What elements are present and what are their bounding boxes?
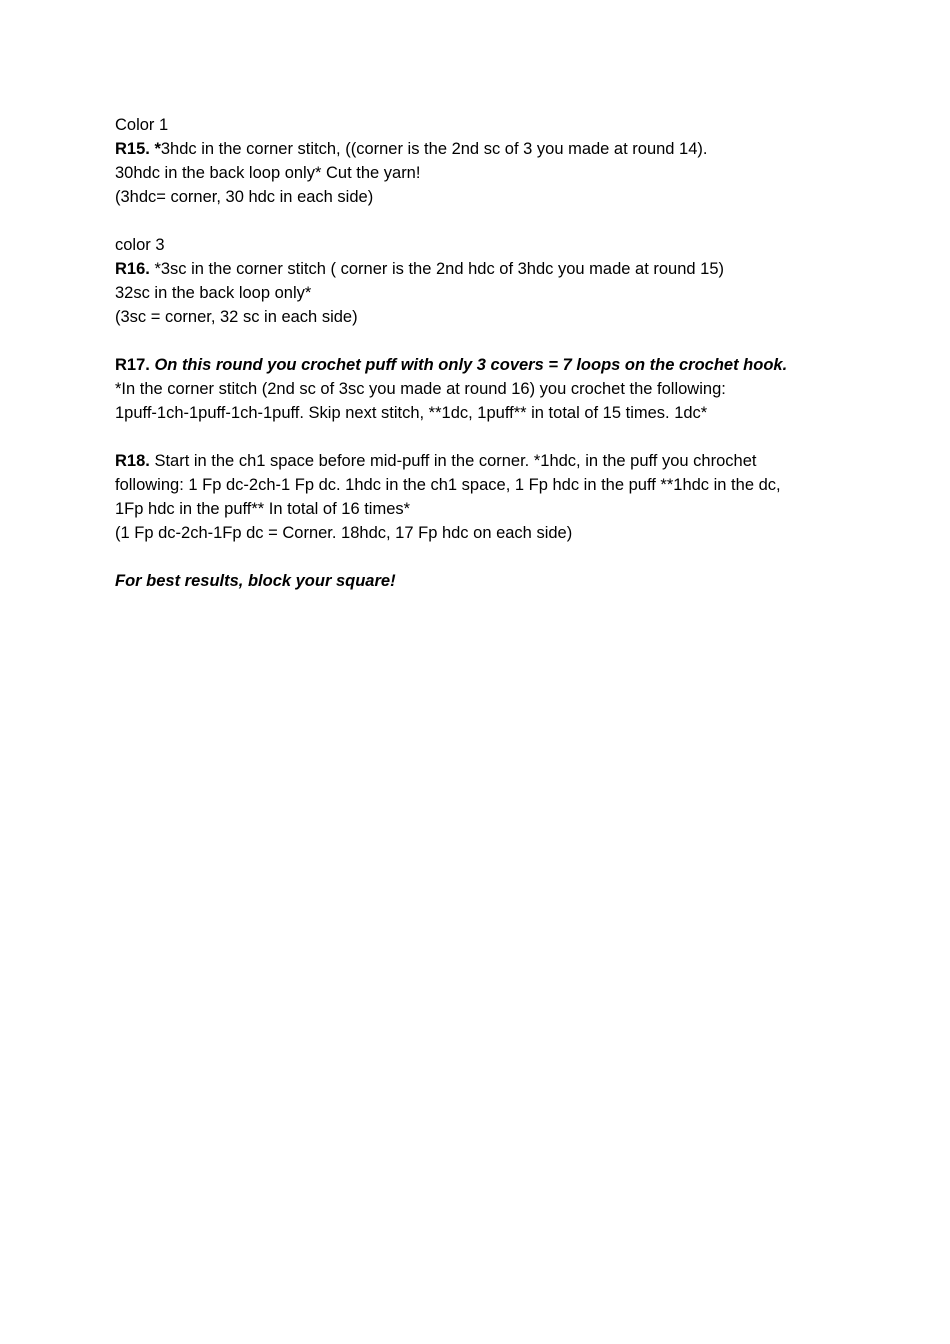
stitch-count-note: (1 Fp dc-2ch-1Fp dc = Corner. 18hdc, 17 Fp hdc on each side) xyxy=(115,524,573,542)
stitch-count-note: (3sc = corner, 32 sc in each side) xyxy=(115,308,358,326)
spacer xyxy=(115,545,915,569)
round-label: R15. xyxy=(115,140,150,158)
instruction-line xyxy=(115,449,915,473)
document-page xyxy=(115,113,915,593)
section-r18 xyxy=(115,449,915,545)
spacer xyxy=(115,209,915,233)
closing-note: For best results, block your square! xyxy=(115,572,396,590)
round-label: R16. xyxy=(115,260,150,278)
instruction-line: 32sc in the back loop only* xyxy=(115,284,312,302)
section-r15 xyxy=(115,113,915,209)
instruction-text: *3sc in the corner stitch ( corner is the 2nd hdc of 3hdc you made at round 15) xyxy=(149,260,725,278)
round-note: On this round you crochet puff with only 3 covers = 7 loops on the crochet hook. xyxy=(149,356,788,374)
instruction-text: Start in the ch1 space before mid-puff in the corner. *1hdc, in the puff you chrochet xyxy=(149,452,757,470)
instruction-line: 1Fp hdc in the puff** In total of 16 times* xyxy=(115,500,411,518)
stitch-count-note: (3hdc= corner, 30 hdc in each side) xyxy=(115,188,374,206)
instruction-line: 30hdc in the back loop only* Cut the yarn! xyxy=(115,164,421,182)
instruction-line: 1puff-1ch-1puff-1ch-1puff. Skip next stitch, **1dc, 1puff** in total of 15 times. 1dc* xyxy=(115,404,708,422)
color-label: color 3 xyxy=(115,236,165,254)
instruction-text: 3hdc in the corner stitch, ((corner is the 2nd sc of 3 you made at round 14). xyxy=(160,140,708,158)
instruction-line xyxy=(115,137,915,161)
round-label: R18. xyxy=(115,452,150,470)
instruction-line xyxy=(115,353,915,377)
section-r17 xyxy=(115,353,915,425)
spacer xyxy=(115,425,915,449)
round-label: R17. xyxy=(115,356,150,374)
repeat-marker: * xyxy=(154,140,161,158)
color-label: Color 1 xyxy=(115,116,169,134)
instruction-line xyxy=(115,257,915,281)
instruction-line: *In the corner stitch (2nd sc of 3sc you made at round 16) you crochet the following: xyxy=(115,380,726,398)
instruction-line: following: 1 Fp dc-2ch-1 Fp dc. 1hdc in the ch1 space, 1 Fp hdc in the puff **1hdc in the dc, xyxy=(115,476,781,494)
spacer xyxy=(115,329,915,353)
section-r16 xyxy=(115,233,915,329)
